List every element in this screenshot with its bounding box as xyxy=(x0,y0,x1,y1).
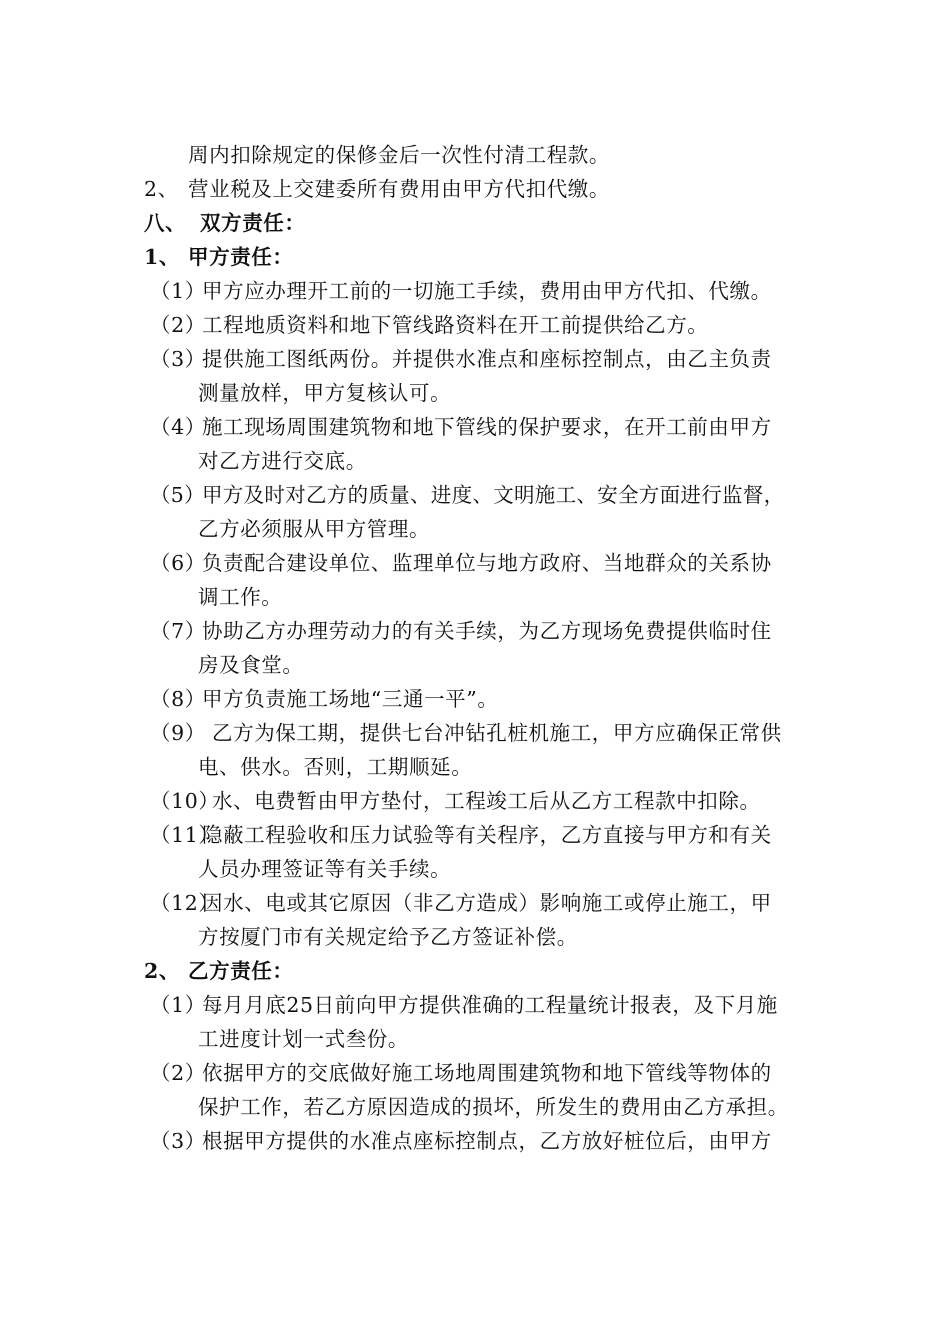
list-item xyxy=(150,311,708,339)
list-item xyxy=(150,821,772,849)
continuation-line xyxy=(198,515,430,543)
item-text: 隐蔽工程验收和压力试验等有关程序，乙方直接与甲方和有关 xyxy=(202,823,772,847)
item-number: （5） xyxy=(150,483,205,507)
item-text: 每月月底25日前向甲方提供准确的工程量统计报表，及下月施 xyxy=(202,993,778,1017)
item-number: （1） xyxy=(150,993,206,1017)
item-text: 水、电费暂由甲方垫付，工程竣工后从乙方工程款中扣除。 xyxy=(212,789,761,813)
continuation-line xyxy=(198,651,304,679)
item-number: （7） xyxy=(150,619,206,643)
list-item xyxy=(150,549,772,577)
continuation-line xyxy=(198,923,578,951)
item-number: （4） xyxy=(150,415,206,439)
item-text: 甲方负责施工场地“三通一平”。 xyxy=(202,687,499,711)
item-text: 协助乙方办理劳动力的有关手续，为乙方现场免费提供临时住 xyxy=(202,619,772,643)
item-text: 甲方应办理开工前的一切施工手续，费用由甲方代扣、代缴。 xyxy=(202,279,772,303)
line-text: 保护工作，若乙方原因造成的损坏，所发生的费用由乙方承担。 xyxy=(198,1095,789,1119)
list-item xyxy=(150,277,772,305)
item-number: （6） xyxy=(150,551,206,575)
item-text: 营业税及上交建委所有费用由甲方代扣代缴。 xyxy=(188,177,610,201)
subsection-heading xyxy=(144,957,294,985)
item-text: 工程地质资料和地下管线路资料在开工前提供给乙方。 xyxy=(202,313,709,337)
item-number: （8） xyxy=(150,687,206,711)
heading-number: 1、 xyxy=(144,245,180,269)
item-text: 因水、电或其它原因（非乙方造成）影响施工或停止施工，甲 xyxy=(202,891,772,915)
item-number: （2） xyxy=(150,313,206,337)
line-text: 周内扣除规定的保修金后一次性付清工程款。 xyxy=(188,143,610,167)
item-number: （9） xyxy=(150,721,206,745)
continuation-line xyxy=(198,1025,409,1053)
list-item xyxy=(150,719,782,747)
list-item xyxy=(150,685,498,713)
continuation-line xyxy=(198,855,451,883)
list-item xyxy=(150,787,761,815)
heading-text: 乙方责任： xyxy=(188,959,294,983)
item-number: （3） xyxy=(150,1129,206,1153)
line-text: 对乙方进行交底。 xyxy=(198,449,367,473)
continuation-line xyxy=(198,583,282,611)
continuation-line xyxy=(198,379,451,407)
item-text: 提供施工图纸两份。并提供水准点和座标控制点，由乙主负责 xyxy=(202,347,772,371)
item-number: （3） xyxy=(150,347,206,371)
section-heading xyxy=(144,209,306,237)
item-number: 2、 xyxy=(144,177,179,201)
list-item xyxy=(150,1127,772,1155)
list-item xyxy=(144,175,610,203)
text-line xyxy=(188,141,610,169)
item-text: 甲方及时对乙方的质量、进度、文明施工、安全方面进行监督， xyxy=(202,483,785,507)
item-text: 施工现场周围建筑物和地下管线的保护要求，在开工前由甲方 xyxy=(202,415,772,439)
item-text: 依据甲方的交底做好施工场地周围建筑物和地下管线等物体的 xyxy=(202,1061,772,1085)
continuation-line xyxy=(198,1093,789,1121)
item-number: （10） xyxy=(150,789,220,813)
line-text: 工进度计划一式叁份。 xyxy=(198,1027,409,1051)
line-text: 电、供水。否则，工期顺延。 xyxy=(198,755,473,779)
list-item xyxy=(150,481,784,509)
item-text: 乙方为保工期，提供七台冲钻孔桩机施工，甲方应确保正常供 xyxy=(212,721,782,745)
list-item xyxy=(150,1059,772,1087)
line-text: 房及食堂。 xyxy=(198,653,304,677)
item-text: 负责配合建设单位、监理单位与地方政府、当地群众的关系协 xyxy=(202,551,772,575)
item-number: （2） xyxy=(150,1061,206,1085)
line-text: 乙方必须服从甲方管理。 xyxy=(198,517,431,541)
line-text: 方按厦门市有关规定给予乙方签证补偿。 xyxy=(198,925,578,949)
heading-number: 2、 xyxy=(144,959,180,983)
line-text: 人员办理签证等有关手续。 xyxy=(198,857,452,881)
heading-number: 八、 xyxy=(144,211,187,235)
line-text: 测量放样，甲方复核认可。 xyxy=(198,381,452,405)
subsection-heading xyxy=(144,243,294,271)
list-item xyxy=(150,889,772,917)
heading-text: 甲方责任： xyxy=(188,245,294,269)
list-item xyxy=(150,991,778,1019)
item-number: （1） xyxy=(150,279,206,303)
line-text: 调工作。 xyxy=(198,585,283,609)
item-number: （11） xyxy=(150,823,220,847)
heading-text: 双方责任： xyxy=(200,211,306,235)
item-text: 根据甲方提供的水准点座标控制点，乙方放好桩位后，由甲方 xyxy=(202,1129,772,1153)
list-item xyxy=(150,617,772,645)
continuation-line xyxy=(198,447,367,475)
list-item xyxy=(150,413,772,441)
continuation-line xyxy=(198,753,472,781)
item-number: （12） xyxy=(150,891,220,915)
list-item xyxy=(150,345,772,373)
